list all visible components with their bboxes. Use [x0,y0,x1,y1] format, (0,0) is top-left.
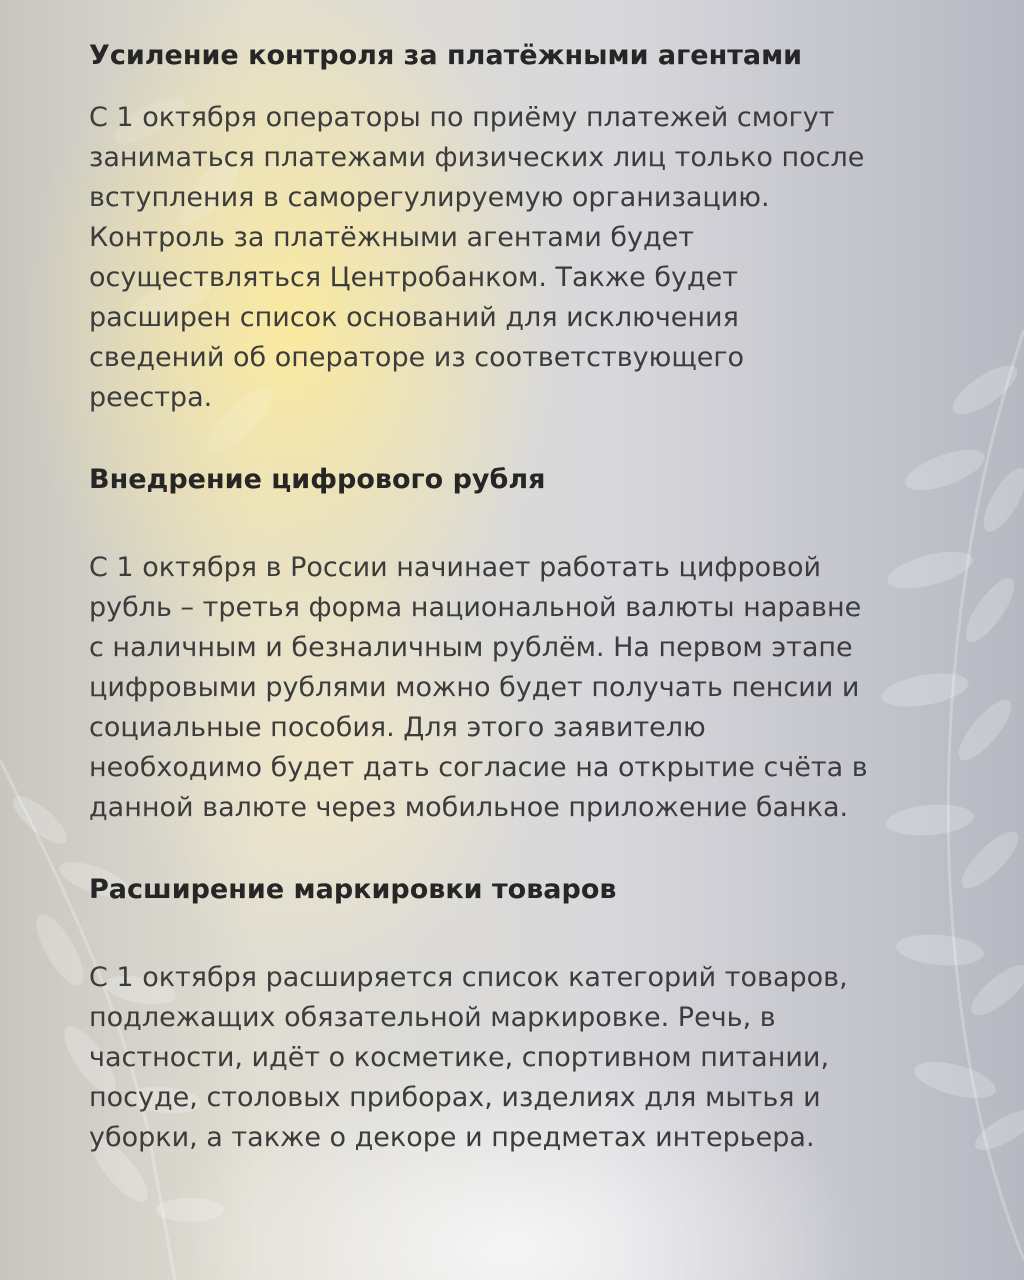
section-heading: Расширение маркировки товаров [89,874,617,905]
section-product-marking [89,870,969,1158]
section-digital-ruble [89,460,969,828]
section-paragraph: С 1 октября в России начинает работать цифровой рубль – третья форма национальной валюты наравне с наличным и безналичным рублём. На первом этапе цифровыми рублями можно будет получать пенсии и социальные пособия. Для этого заявителю необходимо будет дать согласие на открытие счёта в данной валюте через мобильное приложение банка. [89,552,868,823]
section-paragraph: С 1 октября расширяется список категорий товаров, подлежащих обязательной маркировке. Речь, в частности, идёт о косметике, спортивном питании, посуде, столовых приборах, изделиях для мытья и уборки, а также о декоре и предметах интерьера. [89,962,848,1153]
section-paragraph: С 1 октября операторы по приёму платежей смогут заниматься платежами физических лиц только после вступления в саморегулируемую организацию. Контроль за платёжными агентами будет осуществляться Центробанком. Также будет расширен список оснований для исключения сведений об операторе из соответствующего реестра. [89,102,865,413]
section-payment-agents [89,36,969,418]
section-heading: Усиление контроля за платёжными агентами [89,40,803,71]
section-heading: Внедрение цифрового рубля [89,464,546,495]
article [89,36,969,1158]
